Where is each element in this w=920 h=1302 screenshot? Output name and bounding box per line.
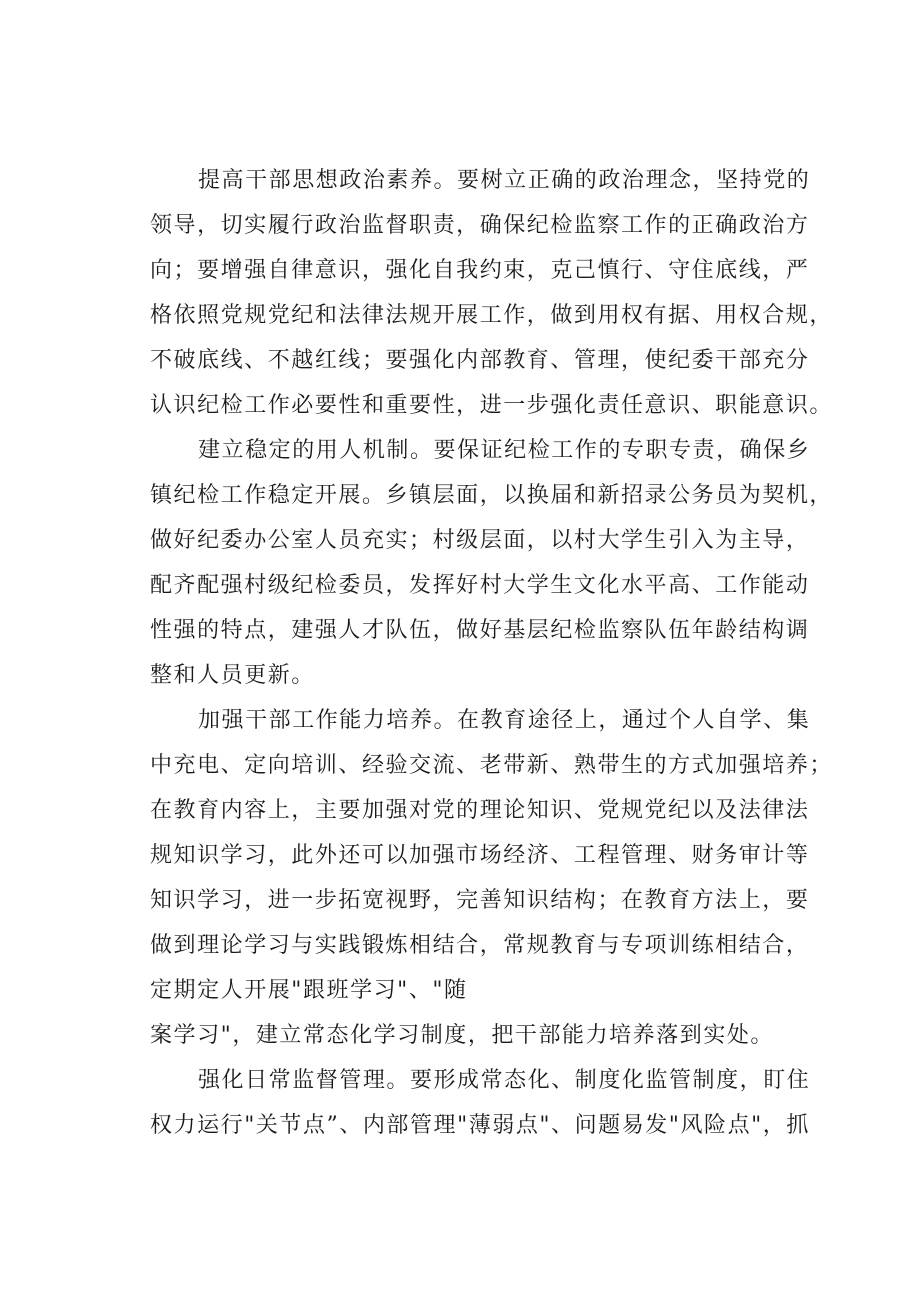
paragraph-1-line-6: 认识纪检工作必要性和重要性，进一步强化责任意识、职能意识。 bbox=[150, 393, 833, 418]
paragraph-1-line-4: 格依照党规党纪和法律法规开展工作，做到用权有据、用权合规， bbox=[150, 303, 833, 328]
paragraph-3-line-2: 中充电、定向培训、经验交流、老带新、熟带生的方式加强培养； bbox=[150, 753, 833, 778]
paragraph-4-line-1: 强化日常监督管理。要形成常态化、制度化监管制度，盯住 bbox=[198, 1068, 811, 1093]
paragraph-4-line-2: 权力运行"关节点”、内部管理"薄弱点"、问题易发"风险点"，抓 bbox=[150, 1113, 810, 1138]
paragraph-3-line-8: 案学习"，建立常态化学习制度，把干部能力培养落到实处。 bbox=[150, 1023, 774, 1048]
paragraph-2-line-5: 性强的特点，建强人才队伍，做好基层纪检监察队伍年龄结构调 bbox=[150, 618, 810, 643]
paragraph-3-line-1: 加强干部工作能力培养。在教育途径上，通过个人自学、集 bbox=[198, 708, 811, 733]
paragraph-1-line-2: 领导，切实履行政治监督职责，确保纪检监察工作的正确政治方 bbox=[150, 213, 810, 238]
paragraph-1-line-5: 不破底线、不越红线；要强化内部教育、管理，使纪委干部充分 bbox=[150, 348, 810, 373]
paragraph-3-line-3: 在教育内容上，主要加强对党的理论知识、党规党纪以及法律法 bbox=[150, 798, 810, 823]
paragraph-2-line-3: 做好纪委办公室人员充实；村级层面，以村大学生引入为主导， bbox=[150, 528, 810, 553]
paragraph-1-line-3: 向；要增强自律意识，强化自我约束，克己慎行、守住底线，严 bbox=[150, 258, 810, 283]
paragraph-3-line-4: 规知识学习，此外还可以加强市场经济、工程管理、财务审计等 bbox=[150, 843, 810, 868]
paragraph-2-line-1: 建立稳定的用人机制。要保证纪检工作的专职专责，确保乡 bbox=[198, 438, 811, 463]
paragraph-2-line-2: 镇纪检工作稳定开展。乡镇层面，以换届和新招录公务员为契机， bbox=[150, 483, 833, 508]
paragraph-3-line-6: 做到理论学习与实践锻炼相结合，常规教育与专项训练相结合， bbox=[150, 933, 810, 958]
paragraph-3-line-5: 知识学习，进一步拓宽视野，完善知识结构；在教育方法上，要 bbox=[150, 888, 810, 913]
paragraph-2-line-4: 配齐配强村级纪检委员，发挥好村大学生文化水平高、工作能动 bbox=[150, 573, 810, 598]
paragraph-2-line-6: 整和人员更新。 bbox=[150, 663, 315, 688]
paragraph-3-line-7: 定期定人开展"跟班学习"、"随 bbox=[150, 978, 468, 1003]
paragraph-1-line-1: 提高干部思想政治素养。要树立正确的政治理念，坚持党的 bbox=[198, 168, 811, 193]
